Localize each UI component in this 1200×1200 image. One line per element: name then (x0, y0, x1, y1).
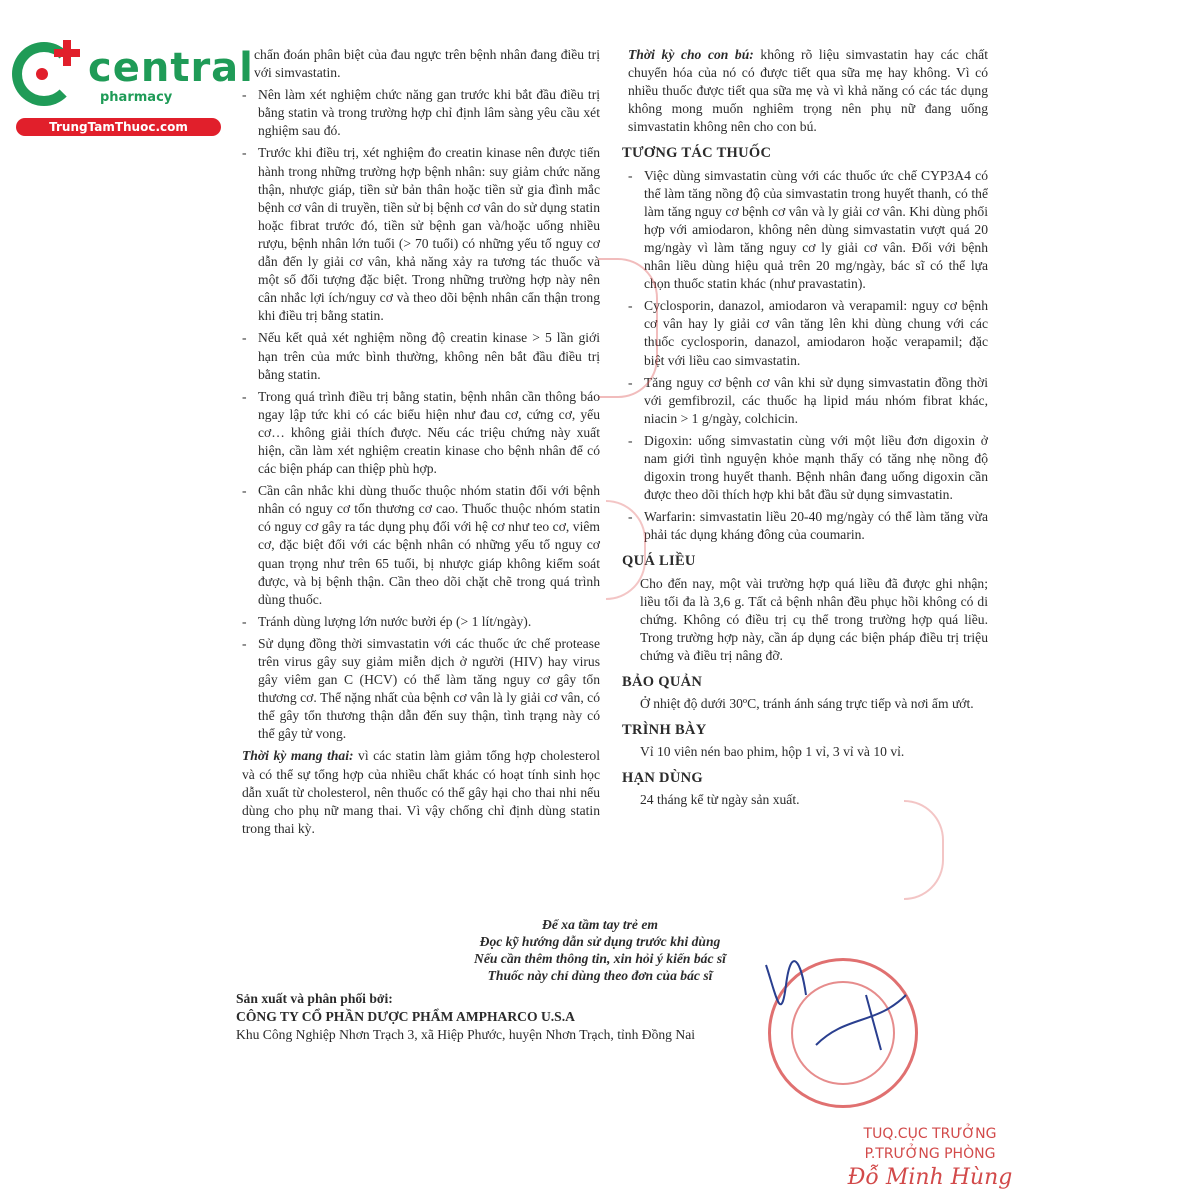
central-pharmacy-logo (8, 38, 254, 138)
logo-name: central (88, 45, 254, 91)
faint-stamp-arc (904, 800, 944, 900)
logo-site-badge: TrungTamThuoc.com (16, 118, 221, 136)
manufacturer-address: Khu Công Nghiệp Nhơn Trạch 3, xã Hiệp Phước, huyện Nhơn Trạch, tỉnh Đồng Nai (236, 1027, 696, 1042)
overdose-heading: QUÁ LIỀU (622, 553, 696, 570)
expiry-text: 24 tháng kể từ ngày sản xuất. (640, 792, 800, 808)
presentation-text: Vỉ 10 viên nén bao phim, hộp 1 vỉ, 3 vỉ và 10 vỉ. (640, 744, 905, 760)
warnings-block (380, 916, 820, 984)
list-item: - Sử dụng đồng thời simvastatin với các thuốc ức chế protease trên virus gây suy giảm miễn dịch ở người (HIV) hay virus gây viêm gan C (HCV) có thể làm tăng nguy cơ gây tổn thương cơ. Thể nặng nhất của bệnh cơ vân là ly giải cơ vân, có thể gây tổn thương thận dẫn đến suy thận, tình trạng này có thể gây tử vong. (242, 635, 600, 742)
overdose-text: Cho đến nay, một vài trường hợp quá liều đã được ghi nhận; liều tối đa là 3,6 g. Tất cả bệnh nhân đều phục hồi không có di chứng. Không có điều trị cụ thể trong trường hợp quá liều. Trong trường hợp này, cần áp dụng các biện pháp điều trị triệu chứng và điều trị nâng đỡ. (640, 575, 988, 663)
warning-line: Để xa tầm tay trẻ em (542, 917, 658, 932)
official-title-2: P.TRƯỞNG PHÒNG (864, 1146, 996, 1162)
official-signature-block (840, 1124, 1020, 1188)
presentation-heading: TRÌNH BÀY (622, 722, 707, 739)
warning-line: Nếu cần thêm thông tin, xin hỏi ý kiến bác sĩ (474, 951, 726, 966)
list-item: - Cyclosporin, danazol, amiodaron và verapamil: nguy cơ bệnh cơ vân hay ly giải cơ vân tăng lên khi dùng chung với các thuốc cyclosporin, danazol, amiodaron hoặc verapamil; đặc biệt với liều cao simvastatin. (628, 298, 988, 368)
manufacturer-block (236, 990, 796, 1044)
list-item: - Trước khi điều trị, xét nghiệm đo creatin kinase nên được tiến hành trong những trường hợp bệnh nhân: suy giảm chức năng thận, nhược giáp, tiền sử bản thân hoặc tiền sử gia đình mắc bệnh cơ vân di truyền, tiền sử bị bệnh cơ vân do sử dụng statin hoặc fibrat trước đó, tiền sử bệnh gan và/hoặc uống nhiều rượu, bệnh nhân lớn tuổi (> 70 tuổi) có những yếu tố nguy cơ dẫn đến ly giải cơ vân, khả năng xảy ra tương tác thuốc và một số đối tượng đặc biệt. Trong những trường hợp này nên cân nhắc lợi ích/nguy cơ và theo dõi bệnh nhân cẩn thận trong khi điều trị bằng statin. (242, 145, 600, 324)
official-name: Đỗ Minh Hùng (847, 1165, 1013, 1190)
list-item: - Cần cân nhắc khi dùng thuốc thuộc nhóm statin đối với bệnh nhân có nguy cơ tổn thương cơ cao. Thuốc thuộc nhóm statin có nguy cơ gây ra tác dụng phụ đối với hệ cơ như teo cơ, viêm cơ, đặc biệt đối với các bệnh nhân có những yếu tố nguy cơ quan trọng như trên 65 tuổi, bị nhược giáp không kiểm soát được, và bị bệnh thận. Cần theo dõi chặt chẽ trong quá trình dùng thuốc. (242, 483, 600, 607)
warning-line: Thuốc này chỉ dùng theo đơn của bác sĩ (487, 968, 713, 983)
list-item: - Digoxin: uống simvastatin cùng với một liều đơn digoxin ở nam giới tình nguyện khỏe mạnh thấy có tăng nhẹ nồng độ digoxin trong huyết thanh. Bệnh nhân đang uống digoxin cần được theo dõi thích hợp khi bắt đầu sử dụng simvastatin. (628, 432, 988, 503)
storage-text: Ở nhiệt độ dưới 30ºC, tránh ánh sáng trực tiếp và nơi ẩm ướt. (640, 696, 974, 712)
pregnancy-paragraph: Thời kỳ mang thai: vì các statin làm giảm tổng hợp cholesterol và có thể sự tổng hợp của nhiều chất khác có hoạt tính sinh học dẫn xuất từ cholesterol, nên thuốc có thể gây hại cho thai nhi nếu dùng cho phụ nữ mang thai. Vì vậy chống chỉ định dùng statin trong thai kỳ. (242, 748, 600, 836)
list-item: - Tăng nguy cơ bệnh cơ vân khi sử dụng simvastatin đồng thời với gemfibrozil, các thuốc hạ lipid máu nhóm fibrat khác, niacin > 1 g/ngày, colchicin. (628, 374, 988, 426)
expiry-heading: HẠN DÙNG (622, 770, 703, 787)
list-item: - Tránh dùng lượng lớn nước bưởi ép (> 1 lít/ngày). (242, 613, 532, 629)
faint-stamp-arc (598, 258, 658, 398)
list-item: - Việc dùng simvastatin cùng với các thuốc ức chế CYP3A4 có thể làm tăng nồng độ của simvastatin trong huyết thanh, có thể làm tăng nguy cơ bệnh cơ vân và ly giải cơ vân. Khi dùng phối hợp với amiodaron, không nên dùng simvastatin vượt quá 20 mg/ngày vì làm tăng nguy cơ ly giải cơ vân. Đối với bệnh nhân liều dùng hiệu quả trên 20 mg/ngày, bác sĩ có thể lựa chọn thuốc statin khác (như pravastatin). (628, 167, 988, 292)
red-cross-icon (54, 40, 80, 66)
right-column (622, 46, 988, 814)
list-item: - Nên làm xét nghiệm chức năng gan trước khi bắt đầu điều trị bằng statin và trong trường hợp chỉ định lâm sàng yêu cầu xét nghiệm sau đó. (242, 87, 600, 139)
list-item: - Trong quá trình điều trị bằng statin, bệnh nhân cần thông báo ngay lập tức khi có các biểu hiện như đau cơ, cứng cơ, yếu cơ… không giải thích được. Nếu các triệu chứng này xuất hiện, cần làm xét nghiệm creatin kinase cho bệnh nhân để có các biện pháp can thiệp phù hợp. (242, 388, 600, 477)
official-title-1: TUQ.CỤC TRƯỞNG (863, 1126, 997, 1142)
logo-subtitle: pharmacy (100, 90, 173, 105)
list-item: - Nếu kết quả xét nghiệm nồng độ creatin kinase > 5 lần giới hạn trên của mức bình thường, không nên bắt đầu điều trị bằng statin. (242, 330, 600, 382)
left-intro: chẩn đoán phân biệt của đau ngực trên bệnh nhân đang điều trị với simvastatin. (254, 47, 600, 81)
storage-heading: BẢO QUẢN (622, 674, 703, 690)
interactions-heading: TƯƠNG TÁC THUỐC (622, 145, 772, 162)
left-column (242, 46, 600, 842)
list-item: - Warfarin: simvastatin liều 20-40 mg/ngày có thể làm tăng vừa phải tác dụng kháng đông của coumarin. (628, 509, 988, 543)
manufacturer-label: Sản xuất và phân phối bởi: (236, 991, 393, 1006)
manufacturer-company: CÔNG TY CỔ PHẦN DƯỢC PHẨM AMPHARCO U.S.A (236, 1009, 575, 1024)
breastfeeding-paragraph: Thời kỳ cho con bú: không rõ liệu simvastatin hay các chất chuyển hóa của nó có được tiết qua sữa mẹ hay không. Vì có nhiều thuốc được tiết qua sữa mẹ và vì khả năng có các tác dụng không mong muốn nghiêm trọng nên phụ nữ đang uống simvastatin không nên cho con bú. (628, 47, 988, 135)
warning-line: Đọc kỹ hướng dẫn sử dụng trước khi dùng (479, 934, 721, 949)
signature-icon (756, 955, 916, 1055)
logo-dot-icon (36, 68, 48, 80)
